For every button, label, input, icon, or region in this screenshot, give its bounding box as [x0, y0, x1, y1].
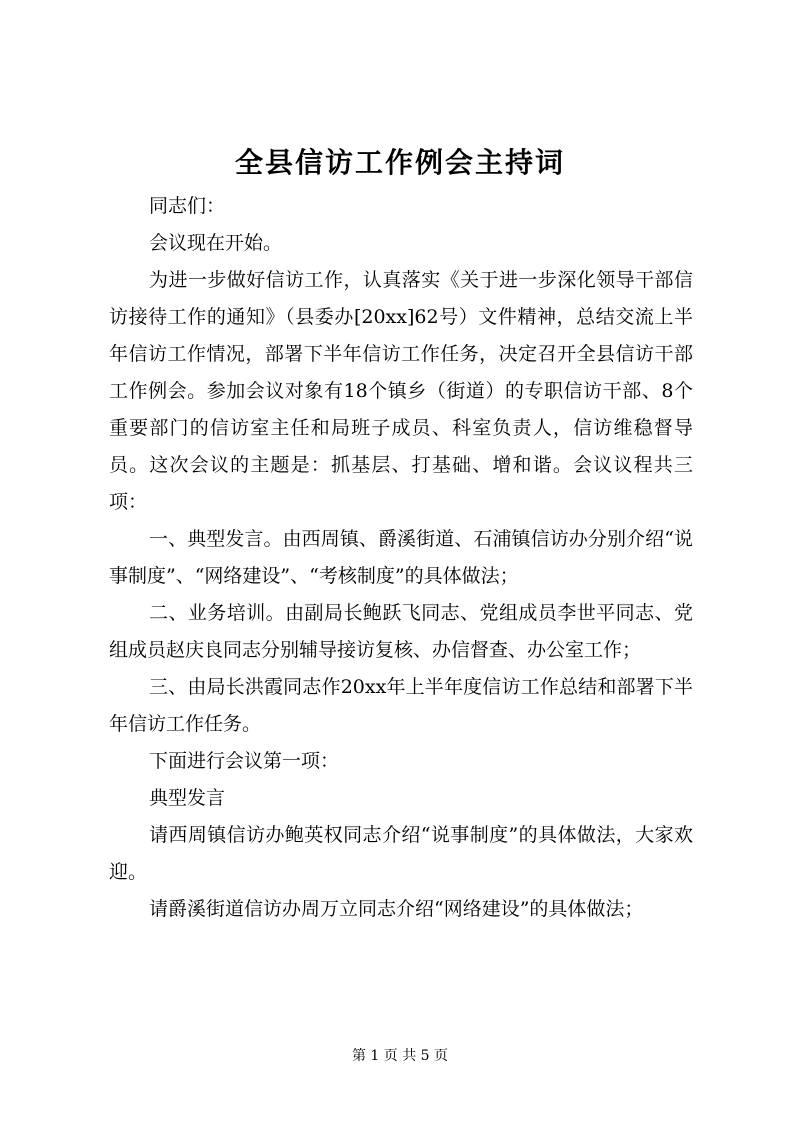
- page-number-footer: 第 1 页 共 5 页: [351, 1048, 449, 1064]
- paragraph-agenda-item-2: 二、业务培训。由副局长鲍跃飞同志、党组成员李世平同志、党组成员赵庆良同志分别辅导接访复核、办信督查、办公室工作；: [109, 602, 693, 661]
- paragraph-opening: 会议现在开始。: [149, 232, 283, 254]
- paragraph-section-heading: 典型发言: [149, 787, 226, 809]
- paragraph-introduction: 为进一步做好信访工作，认真落实《关于进一步深化领导干部信访接待工作的通知》（县委办[20xx]62号）文件精神，总结交流上半年信访工作情况，部署下半年信访工作任务，决定召开全县信访干部工作例会。参加会议对象有18个镇乡（街道）的专职信访干部、8个重要部门的信访室主任和局班子成员、科室负责人，信访维稳督导员。这次会议的主题是：抓基层、打基础、增和谐。会议议程共三项：: [109, 269, 693, 513]
- document-title: 全县信访工作例会主持词: [234, 146, 565, 179]
- paragraph-greeting: 同志们：: [149, 195, 226, 217]
- paragraph-agenda-item-3: 三、由局长洪霞同志作20xx年上半年度信访工作总结和部署下半年信访工作任务。: [109, 676, 693, 735]
- document-body: [109, 188, 693, 928]
- paragraph-first-item: 下面进行会议第一项：: [149, 750, 340, 772]
- paragraph-speaker-2: 请爵溪街道信访办周万立同志介绍“网络建设”的具体做法；: [149, 898, 644, 920]
- paragraph-agenda-item-1: 一、典型发言。由西周镇、爵溪街道、石浦镇信访办分别介绍“说事制度”、“网络建设”、“考核制度”的具体做法；: [109, 528, 693, 587]
- paragraph-speaker-1: 请西周镇信访办鲍英权同志介绍“说事制度”的具体做法，大家欢迎。: [109, 824, 693, 883]
